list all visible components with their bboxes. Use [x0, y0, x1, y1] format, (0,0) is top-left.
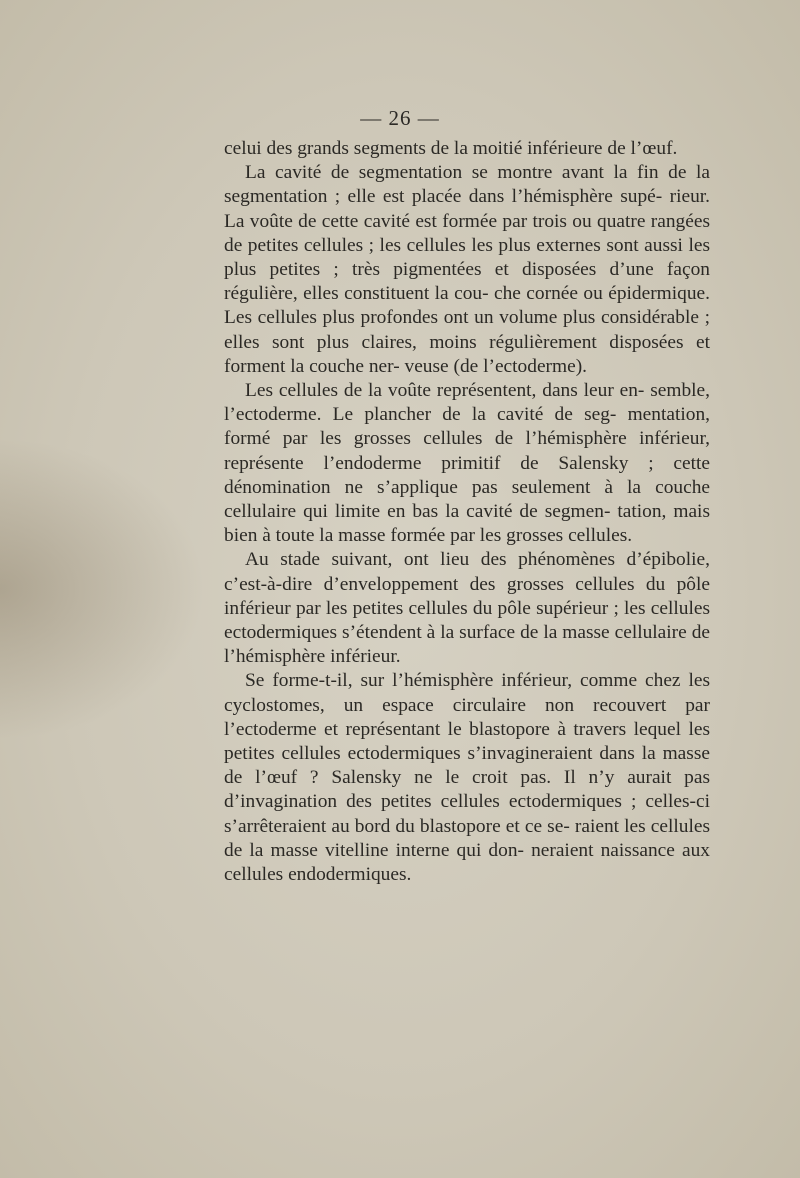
paragraph-4: Au stade suivant, ont lieu des phénomènes d’épibolie, c’est-à-dire d’enveloppement des grosses cellules du pôle inférieur par les petites cellules du pôle supérieur ; les cellules ectodermiques s’étendent à la surface de la masse cellulaire de l’hémisphère inférieur.	[224, 549, 710, 668]
paragraph-3: Les cellules de la voûte représentent, dans leur en- semble, l’ectoderme. Le plancher de la cavité de seg- mentation, formé par les grosses cellules de l’hémisphère inférieur, représente l’endoderme primitif de Salensky ; cette dénomination ne s’applique pas seulement à la couche cellulaire qui limite en bas la cavité de segmen- tation, mais bien à toute la masse formée par les grosses cellules.	[224, 380, 710, 547]
body-text	[224, 137, 710, 887]
page-number: — 26 —	[360, 106, 440, 130]
paragraph-1: celui des grands segments de la moitié inférieure de l’œuf.	[224, 138, 678, 159]
paragraph-5: Se forme-t-il, sur l’hémisphère inférieur, comme chez les cyclostomes, un espace circulaire non recouvert par l’ectoderme et représentant le blastopore à travers lequel les petites cellules ectodermiques s’invagineraient dans la masse de l’œuf ? Salensky ne le croit pas. Il n’y aurait pas d’invagination des petites cellules ectodermiques ; celles-ci s’arrêteraient au bord du blastopore et ce se- raient les cellules de la masse vitelline interne qui don- neraient naissance aux cellules endodermiques.	[224, 670, 710, 886]
paragraph-2: La cavité de segmentation se montre avant la fin de la segmentation ; elle est placée dans l’hémisphère supé- rieur. La voûte de cette cavité est formée par trois ou quatre rangées de petites cellules ; les cellules les plus externes sont aussi les plus petites ; très pigmentées et disposées d’une façon régulière, elles constituent la cou- che cornée ou épidermique. Les cellules plus profondes ont un volume plus considérable ; elles sont plus claires, moins régulièrement disposées et forment la couche ner- veuse (de l’ectoderme).	[224, 162, 710, 377]
